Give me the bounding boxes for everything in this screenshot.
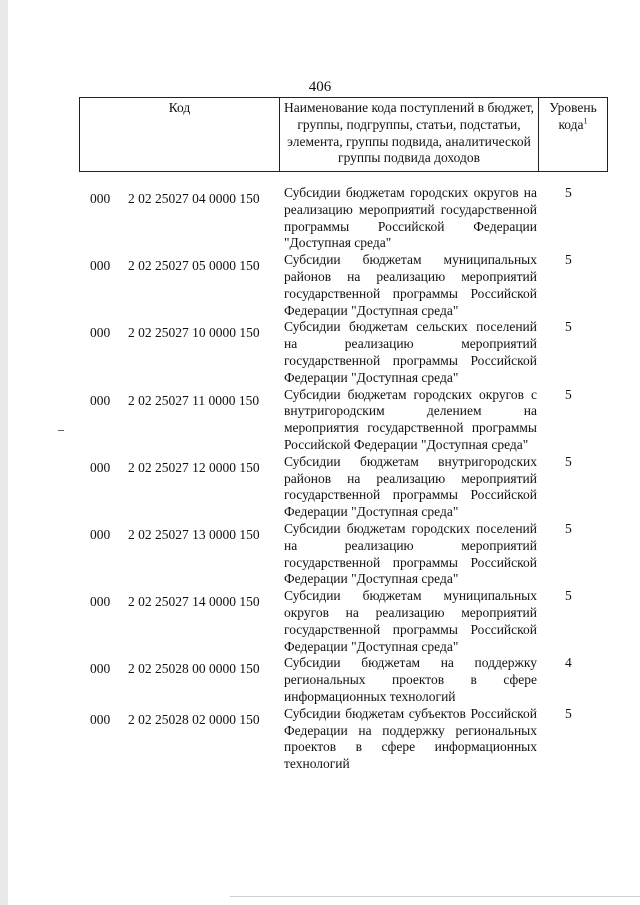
- admin-code: 000: [90, 594, 111, 610]
- revenue-name: Субсидии бюджетам муниципальных районов на реализацию мероприятий государственной программы Российской Федерации "Доступная среда": [284, 252, 537, 318]
- table-body: [0, 185, 640, 773]
- revenue-code: 2 02 25027 14 0000 150: [128, 594, 260, 610]
- code-level: 5: [565, 185, 572, 200]
- code-level: 5: [565, 252, 572, 268]
- admin-code: 000: [90, 392, 111, 408]
- header-code: Код: [168, 100, 191, 115]
- code-level: 5: [565, 588, 572, 604]
- code-level: 5: [565, 386, 572, 402]
- table-row: [0, 252, 640, 319]
- code-level: 4: [565, 655, 572, 671]
- revenue-name: Субсидии бюджетам субъектов Российской Федерации на поддержку региональных проектов в сфере информационных технологий: [284, 705, 537, 772]
- revenue-code: 2 02 25027 11 0000 150: [128, 392, 260, 408]
- scan-bottom-edge: [230, 896, 640, 897]
- table-row: [0, 387, 640, 454]
- admin-code: 000: [90, 711, 111, 727]
- revenue-name: Субсидии бюджетам внутригородских районов на реализацию мероприятий государственной программы Российской Федерации "Доступная среда": [284, 453, 537, 520]
- table-row: [0, 319, 640, 386]
- header-border-top: [79, 97, 608, 98]
- revenue-code: 2 02 25027 04 0000 150: [128, 191, 260, 206]
- code-level: 5: [565, 453, 572, 469]
- table-row: [0, 655, 640, 705]
- admin-code: 000: [90, 191, 111, 206]
- admin-code: 000: [90, 325, 111, 341]
- header-level-label: Уровень кода: [549, 100, 597, 132]
- code-level: 5: [565, 319, 572, 335]
- code-level: 5: [565, 705, 572, 721]
- header-border-bottom: [79, 171, 608, 172]
- table-row: [0, 454, 640, 521]
- code-level: 5: [565, 520, 572, 536]
- revenue-code: 2 02 25027 12 0000 150: [128, 459, 260, 475]
- admin-code: 000: [90, 258, 111, 274]
- admin-code: 000: [90, 526, 111, 542]
- revenue-code: 2 02 25027 05 0000 150: [128, 258, 260, 274]
- table-row: [0, 185, 640, 252]
- header-level: [539, 100, 607, 134]
- page-number: 406: [308, 79, 332, 95]
- revenue-code: 2 02 25028 02 0000 150: [128, 711, 260, 727]
- revenue-name: Субсидии бюджетам городских округов с внутригородским делением на мероприятия государственной программы Российской Федерации "Доступная среда": [284, 386, 537, 452]
- admin-code: 000: [90, 459, 111, 475]
- header-border-right: [607, 97, 608, 172]
- table-row: [0, 588, 640, 655]
- revenue-code: 2 02 25028 00 0000 150: [128, 661, 260, 677]
- header-name: Наименование кода поступлений в бюджет, группы, подгруппы, статьи, подстатьи, элемента, группы подвида, аналитической группы подвида доходов: [283, 100, 534, 166]
- revenue-name: Субсидии бюджетам на поддержку региональных проектов в сфере информационных технологий: [284, 655, 537, 704]
- revenue-code: 2 02 25027 10 0000 150: [128, 325, 260, 341]
- header-divider-code: [279, 97, 280, 172]
- revenue-name: Субсидии бюджетам сельских поселений на реализацию мероприятий государственной программы Российской Федерации "Доступная среда": [284, 319, 537, 385]
- table-row: [0, 706, 640, 773]
- table-row: [0, 521, 640, 588]
- revenue-code: 2 02 25027 13 0000 150: [128, 526, 260, 542]
- revenue-name: Субсидии бюджетам городских округов на реализацию мероприятий государственной программы Российской Федерации "Доступная среда": [284, 185, 537, 251]
- revenue-name: Субсидии бюджетам городских поселений на реализацию мероприятий государственной программы Российской Федерации "Доступная среда": [284, 520, 537, 587]
- admin-code: 000: [90, 661, 111, 677]
- revenue-name: Субсидии бюджетам муниципальных округов на реализацию мероприятий государственной программы Российской Федерации "Доступная среда": [284, 588, 537, 654]
- header-level-footnote: 1: [583, 116, 588, 126]
